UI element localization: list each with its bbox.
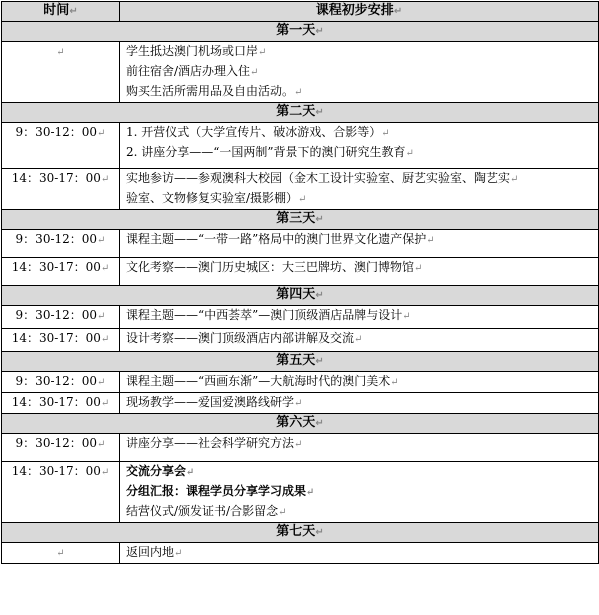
session-row	[2, 169, 599, 210]
schedule-table	[1, 1, 599, 564]
session-time: ↵	[2, 42, 120, 103]
session-time: 14：30-17：00↵	[2, 462, 120, 523]
session-time: ↵	[2, 543, 120, 564]
session-content	[120, 230, 599, 258]
session-content	[120, 543, 599, 564]
session-line: 设计考察——澳门顶级酒店内部讲解及交流↵	[126, 331, 363, 345]
session-line: 前往宿舍/酒店办理入住↵	[126, 64, 259, 78]
day-header-row	[2, 103, 599, 123]
session-content	[120, 123, 599, 169]
session-line: 讲座分享——社会科学研究方法↵	[126, 436, 303, 450]
day-header-row	[2, 352, 599, 372]
session-row	[2, 42, 599, 103]
session-time: 14：30-17：00↵	[2, 329, 120, 352]
day-header-row	[2, 210, 599, 230]
day-title: 第二天↵	[2, 103, 599, 123]
session-time: 14：30-17：00↵	[2, 393, 120, 414]
session-row	[2, 230, 599, 258]
session-line: 返回内地↵	[126, 545, 183, 559]
session-content	[120, 372, 599, 393]
session-time: 14：30-17：00↵	[2, 169, 120, 210]
session-line: 分组汇报：课程学员分享学习成果↵	[126, 484, 315, 498]
day-header-row	[2, 22, 599, 42]
session-row	[2, 329, 599, 352]
day-title: 第六天↵	[2, 414, 599, 434]
session-row	[2, 123, 599, 169]
day-title: 第四天↵	[2, 286, 599, 306]
session-line: 课程主题——“西画东渐”—大航海时代的澳门美术↵	[126, 374, 399, 388]
session-row	[2, 434, 599, 462]
session-row	[2, 306, 599, 329]
session-time: 9：30-12：00↵	[2, 123, 120, 169]
session-line: 交流分享会↵	[126, 464, 195, 478]
session-line: 验室、文物修复实验室/摄影棚）↵	[126, 191, 307, 205]
session-time: 9：30-12：00↵	[2, 434, 120, 462]
session-line: 1. 开营仪式（大学宣传片、破冰游戏、合影等）↵	[126, 125, 390, 139]
session-line: 课程主题——“中西荟萃”—澳门顶级酒店品牌与设计↵	[126, 308, 411, 322]
session-line: 结营仪式/颁发证书/合影留念↵	[126, 504, 287, 518]
session-content	[120, 258, 599, 286]
session-row	[2, 393, 599, 414]
session-content	[120, 42, 599, 103]
session-row	[2, 543, 599, 564]
session-content	[120, 393, 599, 414]
session-line: 学生抵达澳门机场或口岸↵	[126, 44, 267, 58]
table-header-row	[2, 2, 599, 22]
day-title: 第三天↵	[2, 210, 599, 230]
session-content	[120, 462, 599, 523]
session-time: 14：30-17：00↵	[2, 258, 120, 286]
day-title: 第一天↵	[2, 22, 599, 42]
header-schedule: 课程初步安排↵	[120, 2, 599, 22]
session-row	[2, 372, 599, 393]
session-content	[120, 306, 599, 329]
session-time: 9：30-12：00↵	[2, 306, 120, 329]
session-row	[2, 462, 599, 523]
session-line: 课程主题——“一带一路”格局中的澳门世界文化遗产保护↵	[126, 232, 435, 246]
session-time: 9：30-12：00↵	[2, 372, 120, 393]
session-content	[120, 169, 599, 210]
session-row	[2, 258, 599, 286]
day-header-row	[2, 286, 599, 306]
session-line: 购买生活所需用品及自由活动。↵	[126, 84, 303, 98]
session-line: 现场教学——爱国爱澳路线研学↵	[126, 395, 303, 409]
header-time: 时间↵	[2, 2, 120, 22]
day-title: 第七天↵	[2, 523, 599, 543]
session-time: 9：30-12：00↵	[2, 230, 120, 258]
session-content	[120, 329, 599, 352]
session-line: 文化考察——澳门历史城区：大三巴牌坊、澳门博物馆↵	[126, 260, 423, 274]
session-content	[120, 434, 599, 462]
day-header-row	[2, 414, 599, 434]
session-line: 实地参访——参观澳科大校园（金木工设计实验室、厨艺实验室、陶艺实↵	[126, 171, 519, 185]
day-header-row	[2, 523, 599, 543]
day-title: 第五天↵	[2, 352, 599, 372]
session-line: 2. 讲座分享——“一国两制”背景下的澳门研究生教育↵	[126, 145, 414, 159]
